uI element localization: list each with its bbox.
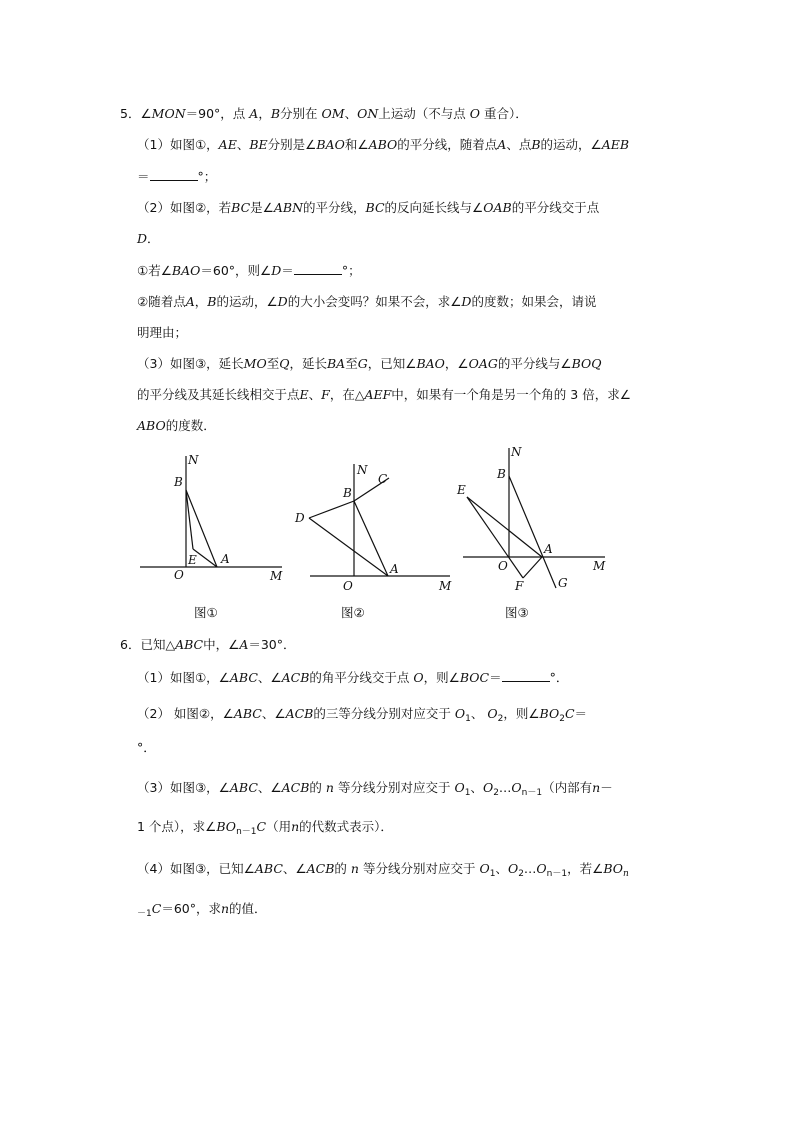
label-e: E bbox=[188, 553, 197, 567]
label-b: B bbox=[174, 475, 183, 489]
q6-part4: （4）如图③，已知∠ABC、∠ACB的 n 等分线分别对应交于 $O_1$、$O_2\dots O_{n-1}$，若$\angle BO_n$ bbox=[137, 861, 629, 879]
figure-1-caption: 图① bbox=[194, 605, 218, 620]
q6-part4-cont: $_{-1}$C＝60°，求n的值． bbox=[137, 901, 267, 919]
label-c: C bbox=[378, 472, 388, 486]
figure-1 bbox=[140, 450, 290, 590]
figure-3-caption: 图③ bbox=[505, 605, 529, 620]
q6-part3-cont: 1 个点），求$\angle BO_{n-1}C$（用n的代数式表示）． bbox=[137, 819, 393, 837]
q6-part2-cont: °． bbox=[137, 740, 156, 755]
figure-2 bbox=[293, 460, 463, 600]
segment-fa bbox=[523, 557, 542, 578]
label-f: F bbox=[515, 579, 524, 593]
label-n: N bbox=[511, 445, 522, 459]
label-a: A bbox=[390, 562, 399, 576]
label-m: M bbox=[439, 579, 452, 593]
label-o: O bbox=[174, 568, 184, 582]
line-ef bbox=[467, 497, 523, 578]
answer-blank[interactable] bbox=[502, 669, 550, 682]
segment-db bbox=[309, 501, 354, 518]
label-g: G bbox=[558, 576, 568, 590]
q6-part1: （1）如图①，∠ABC、∠ACB的角平分线交于点 O，则∠BOC＝ °． bbox=[137, 670, 569, 685]
segment-ba bbox=[354, 501, 388, 576]
label-d: D bbox=[295, 511, 305, 525]
label-a: A bbox=[221, 552, 230, 566]
q6-stem: 6．已知△ABC中，∠A＝30°． bbox=[120, 637, 296, 652]
q5-part3-cont2: ABO的度数． bbox=[137, 418, 216, 433]
answer-blank[interactable] bbox=[150, 168, 198, 181]
q5-part2-sub2: ②随着点A，B的运动，∠D的大小会变吗？如果不会，求∠D的度数；如果会，请说 bbox=[137, 294, 597, 309]
line-bg bbox=[509, 476, 556, 588]
answer-blank[interactable] bbox=[294, 262, 342, 275]
figure-3 bbox=[453, 440, 623, 593]
label-e: E bbox=[457, 483, 466, 497]
segment-da bbox=[309, 518, 388, 576]
label-n: N bbox=[357, 463, 368, 477]
q6-part3: （3）如图③，∠ABC、∠ACB的 n 等分线分别对应交于 $O_1$、$O_2\dots O_{n-1}$（内部有n－ bbox=[137, 780, 613, 798]
q5-part1-answer: ＝ °； bbox=[137, 169, 217, 184]
label-b: B bbox=[497, 467, 506, 481]
label-m: M bbox=[270, 569, 283, 583]
label-b: B bbox=[343, 486, 352, 500]
q5-part2-cont: D． bbox=[137, 231, 160, 246]
label-o: O bbox=[498, 559, 508, 573]
q5-part3-cont: 的平分线及其延长线相交于点E、F，在△AEF中，如果有一个角是另一个角的 3 倍，求∠ bbox=[137, 387, 631, 402]
q5-part2-sub2-cont: 明理由； bbox=[137, 325, 188, 340]
label-n: N bbox=[188, 453, 199, 467]
label-a: A bbox=[544, 542, 553, 556]
q5-part2-sub1: ①若∠BAO＝60°，则∠D＝ °； bbox=[137, 263, 361, 278]
label-m: M bbox=[593, 559, 606, 573]
q5-part2: （2）如图②，若BC是∠ABN的平分线，BC的反向延长线与∠OAB的平分线交于点 bbox=[137, 200, 600, 215]
q5-part3: （3）如图③，延长MO至Q，延长BA至G，已知∠BAO，∠OAG的平分线与∠BOQ bbox=[137, 356, 602, 371]
figure-2-caption: 图② bbox=[341, 605, 365, 620]
q6-part2: （2） 如图②，∠ABC、∠ACB的三等分线分别对应交于 $O_1$、 $O_2$，则$\angle BO_2C=$ bbox=[137, 706, 588, 724]
q5-stem: 5．∠MON＝90°，点 A，B分别在 OM、ON上运动（不与点 O 重合）． bbox=[120, 106, 528, 121]
q5-part1: （1）如图①，AE、BE分别是∠BAO和∠ABO的平分线，随着点A、点B的运动，∠AEB bbox=[137, 137, 630, 152]
label-o: O bbox=[343, 579, 353, 593]
